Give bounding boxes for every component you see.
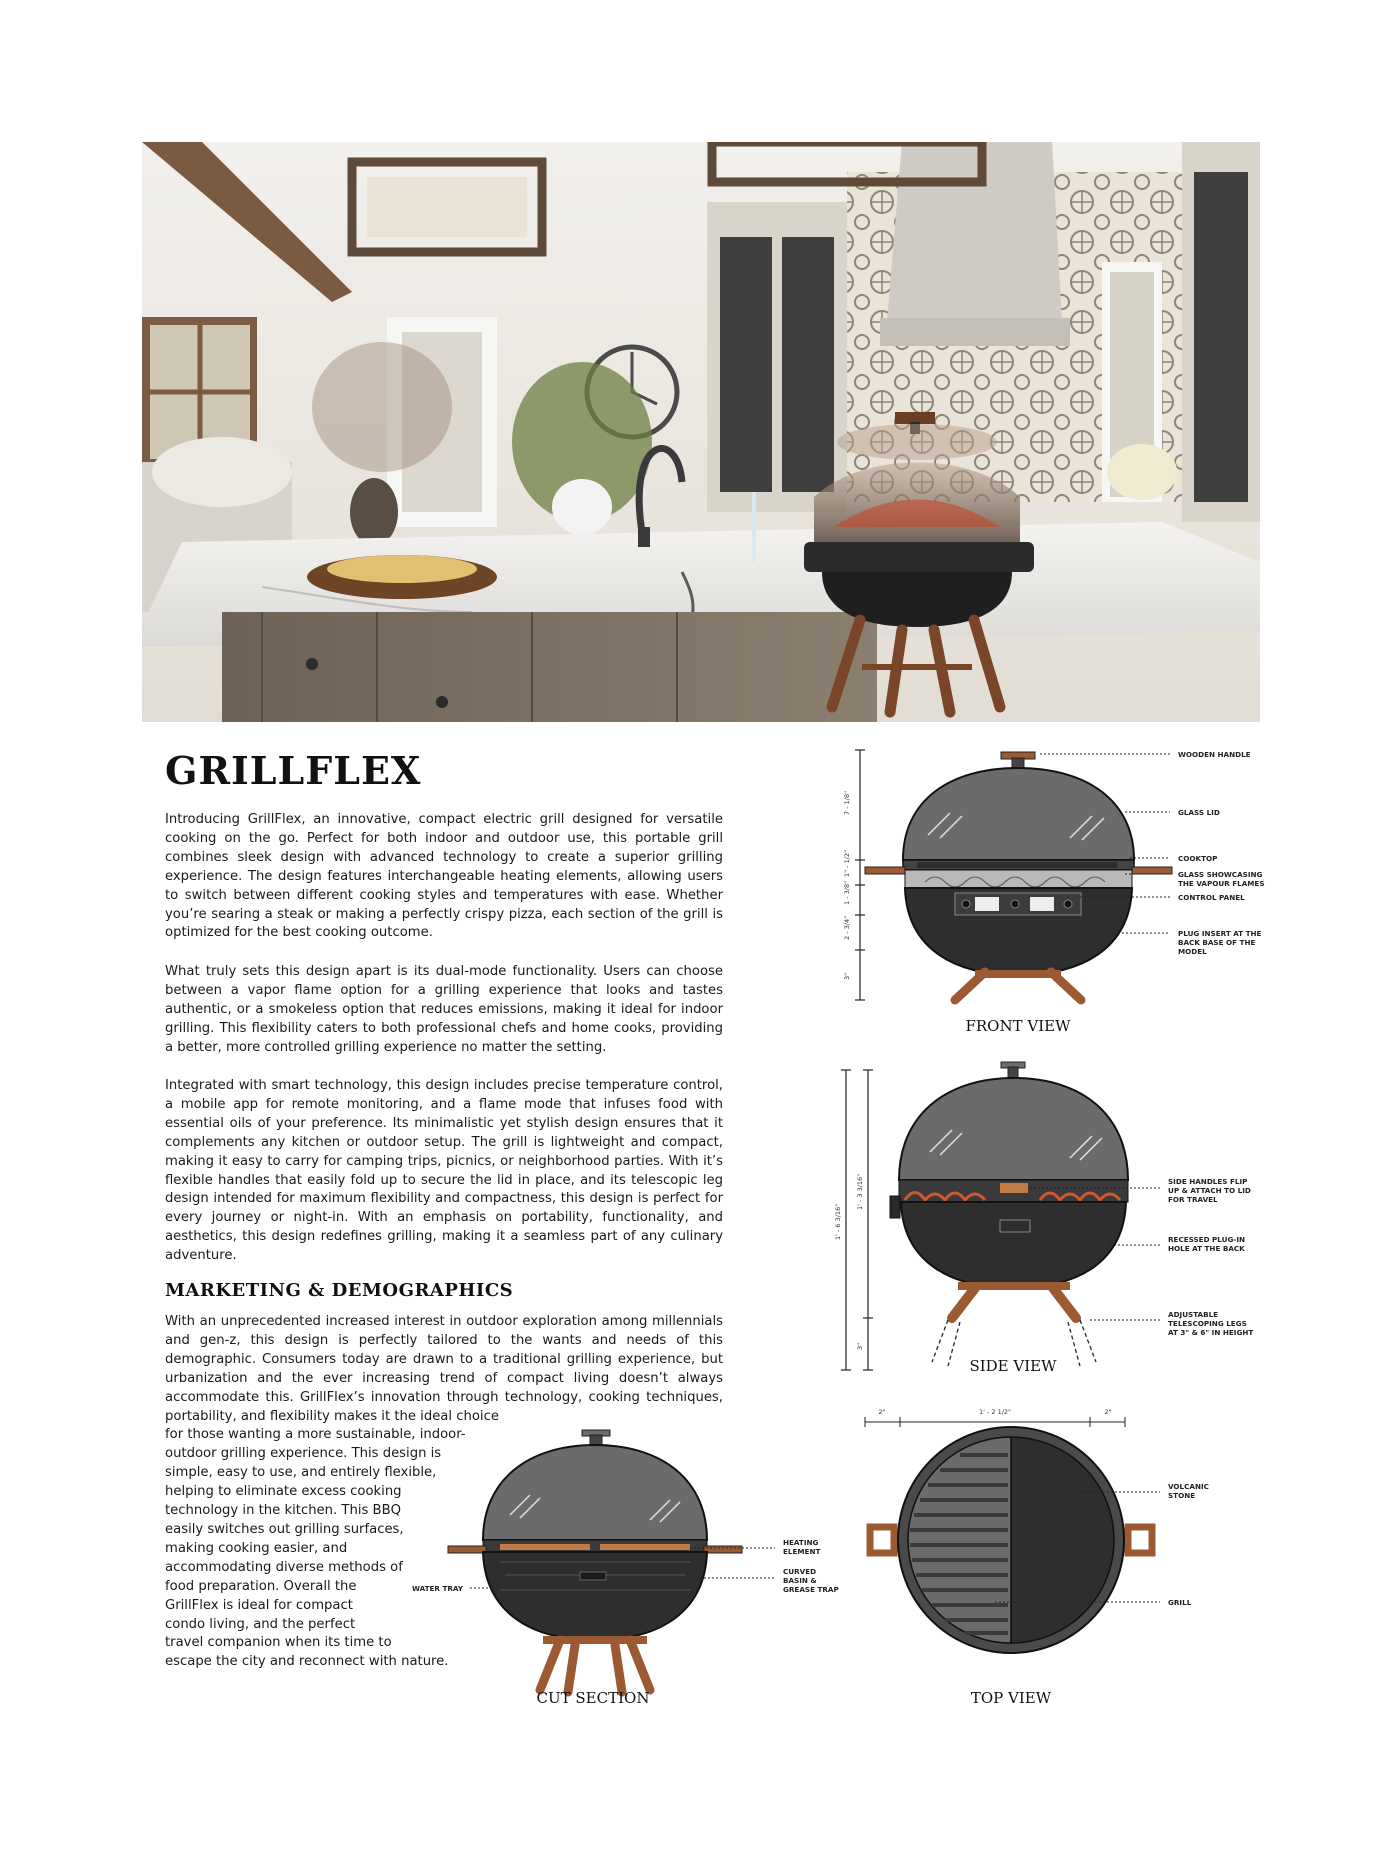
label-telescoping-legs: AT 3" & 6" IN HEIGHT [1168, 1328, 1254, 1337]
caption-top-view: TOP VIEW [970, 1689, 1052, 1707]
marketing-line: accommodating diverse methods of [165, 1559, 403, 1575]
marketing-line: technology in the kitchen. This BBQ [165, 1503, 402, 1519]
label-plug-insert: BACK BASE OF THE [1178, 938, 1256, 947]
side-view-diagram [830, 1060, 1254, 1380]
label-telescoping-legs: TELESCOPING LEGS [1168, 1319, 1247, 1328]
label-glass-lid: GLASS LID [1178, 808, 1220, 817]
label-wooden-handle: WOODEN HANDLE [1178, 750, 1251, 759]
cut-section-diagram [400, 1425, 850, 1705]
front-dim-3: 1 - 3/8" [843, 880, 851, 905]
label-recessed-plug: RECESSED PLUG-IN [1168, 1235, 1246, 1244]
top-dim-2: 1' - 2 1/2" [978, 1408, 1012, 1416]
side-dim-3: 3" [856, 1342, 864, 1350]
marketing-line: simple, easy to use, and entirely flexible, [165, 1465, 437, 1481]
front-dim-5: 3" [843, 972, 851, 980]
label-glass-showcasing: GLASS SHOWCASING [1178, 870, 1263, 879]
marketing-line: for those wanting a more sustainable, indoor- [165, 1427, 466, 1443]
marketing-line: making cooking easier, and [165, 1540, 348, 1556]
label-plug-insert: MODEL [1178, 947, 1207, 956]
marketing-line: easily switches out grilling surfaces, [165, 1521, 404, 1537]
marketing-line: urbanization and the ever increasing trend of compact living doesn’t always [165, 1370, 723, 1386]
label-side-handles: SIDE HANDLES FLIP [1168, 1177, 1248, 1186]
intro-paragraph-3: Integrated with smart technology, this design includes precise temperature control, a mobile app for remote monitoring, and a flame mode that infuses food with essential oils of your preference. Its minimalistic yet stylish design ensures that it complements any kitchen or outdoor setup. The grill is lightweight and compact, making it easy to carry for camping trips, picnics, or neighborhood parties. With it’s flexible handles that easily fold up to secure the lid in place, and its telescopic leg design intended for maximum flexibility and compactness, this design is perfect for every journey or night-in. With an emphasis on portability, functionality, and aesthetics, this design redefines grilling, making it a seamless part of any culinary adventure. [165, 1078, 723, 1264]
top-dim-1: 2" [878, 1408, 886, 1416]
label-grill: GRILL [1168, 1598, 1192, 1607]
intro-paragraph-1: Introducing GrillFlex, an innovative, compact electric grill designed for versatile cooking on the go. Perfect for both indoor and outdoor use, this portable grill combines sleek design with advanced technology to create a superior grilling experience. The design features interchangeable heating elements, allowing users to switch between different cooking styles and temperatures with ease. Whether you’re searing a steak or making a perfectly crispy pizza, each section of the grill is optimized for the best cooking outcome. [165, 812, 723, 941]
caption-front-view: FRONT VIEW [965, 1017, 1071, 1035]
marketing-line: GrillFlex is ideal for compact [165, 1597, 353, 1613]
label-heating-element: HEATING [783, 1538, 819, 1547]
front-view-diagram [830, 740, 1265, 1040]
side-dim-2: 1' - 3 3/16" [856, 1173, 864, 1210]
label-recessed-plug: HOLE AT THE BACK [1168, 1244, 1245, 1253]
label-heating-element: ELEMENT [783, 1547, 821, 1556]
marketing-line: travel companion when its time to [165, 1635, 392, 1651]
label-curved-basin: BASIN & [783, 1576, 817, 1585]
marketing-line: portability, and flexibility makes it the ideal choice [165, 1408, 499, 1424]
side-dim-1: 1' - 6 3/16" [834, 1203, 842, 1240]
marketing-line: condo living, and the perfect [165, 1616, 356, 1632]
marketing-line: accommodate this. GrillFlex’s innovation through technology, cooking techniques, [165, 1389, 723, 1405]
front-dim-4: 2 - 3/4" [843, 915, 851, 940]
label-plug-insert: PLUG INSERT AT THE [1178, 929, 1262, 938]
label-curved-basin: CURVED [783, 1567, 817, 1576]
label-control-panel: CONTROL PANEL [1178, 893, 1245, 902]
top-dim-3: 2" [1104, 1408, 1112, 1416]
marketing-line: escape the city and reconnect with nature. [165, 1654, 449, 1670]
caption-side-view: SIDE VIEW [969, 1357, 1057, 1375]
label-glass-showcasing: THE VAPOUR FLAMES [1178, 879, 1265, 888]
label-side-handles: UP & ATTACH TO LID [1168, 1186, 1251, 1195]
intro-paragraph-2: What truly sets this design apart is its dual-mode functionality. Users can choose between a vapor flame option for a grilling experience that looks and tastes authentic, or a smokeless option that reduces emissions, making it ideal for indoor grilling. This flexibility caters to both professional chefs and home cooks, providing a better, more controlled grilling experience no matter the setting. [165, 964, 723, 1055]
label-telescoping-legs: ADJUSTABLE [1168, 1310, 1219, 1319]
label-volcanic-stone: VOLCANIC [1168, 1482, 1209, 1491]
marketing-line: demographic. Consumers today are drawn to a traditional grilling experience, but [165, 1351, 723, 1367]
label-side-handles: FOR TRAVEL [1168, 1195, 1218, 1204]
label-water-tray: WATER TRAY [412, 1584, 463, 1593]
marketing-line: and gen-z, this design is perfectly tailored to the wants and needs of this [165, 1332, 723, 1348]
front-dim-2: 1" - 1/2" [843, 849, 851, 877]
front-dim-1: 7 - 1/8" [843, 790, 851, 815]
caption-cut-section: CUT SECTION [536, 1689, 650, 1707]
page-title: GRILLFLEX [165, 748, 422, 793]
marketing-line: food preparation. Overall the [165, 1578, 357, 1594]
marketing-line: outdoor grilling experience. This design is [165, 1446, 442, 1462]
marketing-line: With an unprecedented increased interest in outdoor exploration among millennials [165, 1314, 723, 1329]
marketing-line: helping to eliminate excess cooking [165, 1484, 402, 1500]
marketing-heading: MARKETING & DEMOGRAPHICS [165, 1280, 514, 1301]
top-view-diagram [850, 1400, 1240, 1705]
label-cooktop: COOKTOP [1178, 854, 1218, 863]
label-volcanic-stone: STONE [1168, 1491, 1196, 1500]
glass-lid-icon [903, 768, 1134, 860]
hero-kitchen-rendering [142, 142, 1260, 722]
label-curved-basin: GREASE TRAP [783, 1585, 839, 1594]
